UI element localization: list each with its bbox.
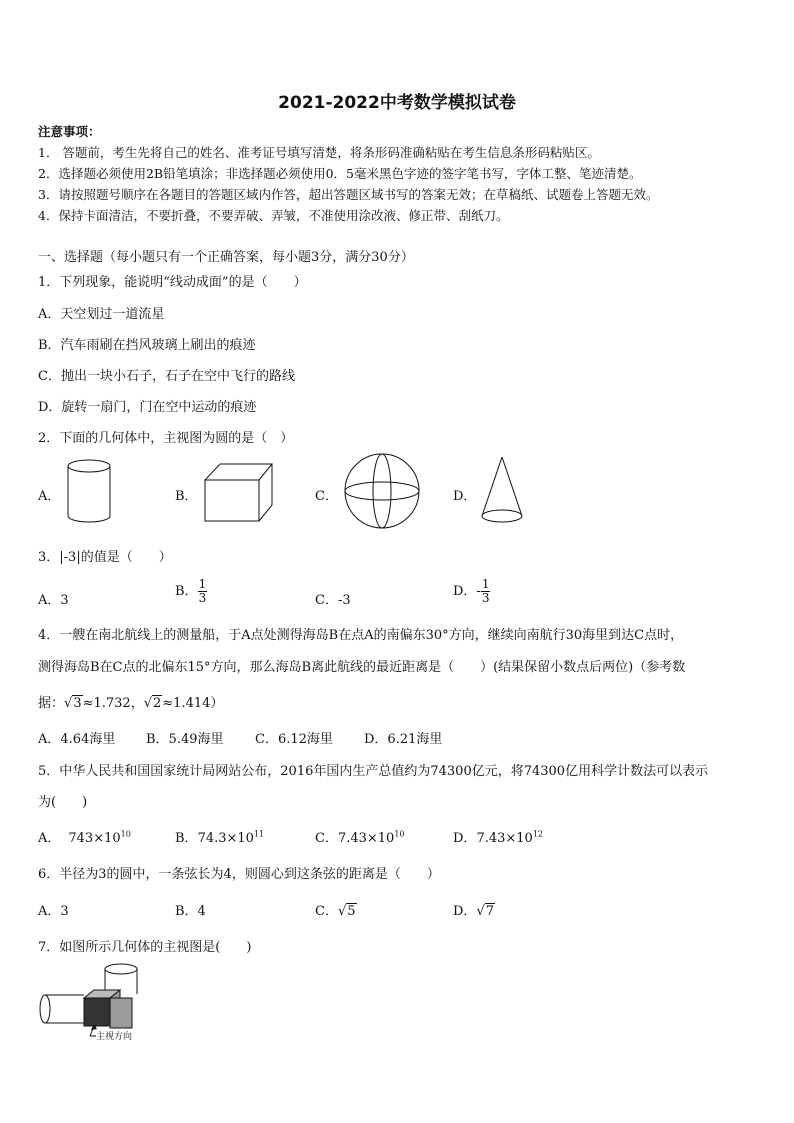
q5-option-d bbox=[453, 827, 543, 846]
cylinder-figure bbox=[62, 456, 116, 526]
sqrt-3-radicand: 3 bbox=[73, 696, 82, 711]
notes-heading: 注意事项： bbox=[38, 124, 101, 139]
q5-option-b bbox=[175, 827, 264, 846]
sqrt-7-radicand: 7 bbox=[485, 904, 495, 919]
q5-option-a bbox=[38, 827, 131, 846]
view-direction-label: 主视方向 bbox=[96, 1032, 133, 1042]
q4-option-b: B．5.49海里 bbox=[146, 732, 224, 747]
q5-d-exponent: 12 bbox=[532, 829, 544, 839]
q5-b-base: 74.3×10 bbox=[197, 831, 254, 846]
q3-d-denominator: 3 bbox=[481, 591, 490, 605]
q6-option-d bbox=[453, 900, 495, 919]
q5-a-base: 743×10 bbox=[68, 831, 121, 846]
sqrt-3: √3 bbox=[64, 696, 82, 711]
q6-stem: 6．半径为3的圆中，一条弦长为4，则圆心到这条弦的距离是（ ） bbox=[38, 867, 440, 882]
q3-option-d bbox=[453, 578, 490, 605]
sqrt-5: √5 bbox=[337, 904, 356, 919]
q4-option-d: D．6.21海里 bbox=[364, 732, 443, 747]
q3-option-d-label: D．- bbox=[453, 584, 481, 599]
sqrt-2: √2 bbox=[143, 696, 162, 711]
q3-b-numerator: 1 bbox=[198, 577, 207, 591]
q5-option-c bbox=[315, 827, 405, 846]
q1-option-c: C．抛出一块小石子，石子在空中飞行的路线 bbox=[38, 369, 295, 384]
q5-line-1: 5．中华人民共和国国家统计局网站公布，2016年国内生产总值约为74300亿元，将74300亿用科学计数法可以表示 bbox=[38, 764, 709, 779]
page-title: 2021-2022中考数学模拟试卷 bbox=[278, 93, 516, 113]
q5-b-label: B． bbox=[175, 831, 198, 846]
sqrt-5-radicand: 5 bbox=[347, 904, 356, 919]
q5-c-label: C． bbox=[315, 831, 338, 846]
q6-option-c bbox=[315, 900, 357, 919]
q3-option-c: C．-3 bbox=[315, 593, 351, 608]
q1-option-a: A．天空划过一道流星 bbox=[38, 307, 165, 322]
note-item-3: 3．请按照题号顺序在各题目的答题区域内作答，超出答题区域书写的答案无效；在草稿纸、试题卷上答题无效。 bbox=[38, 187, 659, 202]
q2-label-b: B． bbox=[175, 489, 198, 504]
q7-stem: 7．如图所示几何体的主视图是( ) bbox=[38, 940, 252, 955]
q6-c-label: C． bbox=[315, 904, 338, 919]
q1-option-b: B．汽车雨刷在挡风玻璃上刷出的痕迹 bbox=[38, 338, 256, 353]
note-item-4: 4．保持卡面清洁，不要折叠，不要弄破、弄皱，不准使用涂改液、修正带、刮纸刀。 bbox=[38, 208, 509, 223]
q3-b-denominator: 3 bbox=[198, 591, 207, 605]
q5-c-base: 7.43×10 bbox=[337, 831, 395, 846]
q3-option-a: A．3 bbox=[38, 593, 69, 608]
q3-option-b-fraction bbox=[198, 578, 208, 605]
sphere-figure bbox=[340, 452, 424, 530]
note-item-1: 1． 答题前，考生先将自己的姓名、准考证号填写清楚，将条形码准确粘贴在考生信息条形码粘贴区。 bbox=[38, 145, 600, 160]
q4-ref-value-2: ≈1.414） bbox=[162, 696, 224, 711]
q3-option-d-fraction bbox=[481, 578, 491, 605]
q4-ref-prefix: 据： bbox=[38, 696, 65, 711]
cube-figure bbox=[200, 460, 276, 526]
q5-line-2: 为( ) bbox=[38, 795, 88, 810]
q4-line-3 bbox=[38, 692, 223, 711]
sqrt-2-radicand: 2 bbox=[153, 696, 162, 711]
q4-option-a: A．4.64海里 bbox=[38, 732, 116, 747]
q2-label-a: A． bbox=[38, 489, 61, 504]
section-heading: 一、选择题（每小题只有一个正确答案，每小题3分，满分30分） bbox=[38, 250, 414, 265]
q6-option-a: A．3 bbox=[38, 904, 69, 919]
q4-line-2: 测得海岛B在C点的北偏东15°方向，那么海岛B离此航线的最近距离是（ ）(结果保留小数点后两位)（参考数 bbox=[38, 660, 686, 675]
q3-option-b bbox=[175, 578, 207, 605]
note-item-2: 2．选择题必须使用2B铅笔填涂；非选择题必须使用0．5毫米黑色字迹的签字笔书写，字体工整、笔迹清楚。 bbox=[38, 166, 642, 181]
cone-figure bbox=[478, 454, 526, 528]
q2-label-d: D． bbox=[453, 489, 477, 504]
q3-stem: 3．|-3|的值是（ ） bbox=[38, 550, 172, 565]
q4-ref-value-1: ≈1.732， bbox=[82, 696, 144, 711]
q3-option-b-label: B． bbox=[175, 584, 198, 599]
q5-a-exponent: 10 bbox=[120, 829, 131, 839]
q4-option-c: C．6.12海里 bbox=[255, 732, 333, 747]
q1-option-d: D．旋转一扇门，门在空中运动的痕迹 bbox=[38, 400, 257, 415]
q1-stem: 1．下列现象，能说明“线动成面”的是（ ） bbox=[38, 275, 307, 290]
q5-d-base: 7.43×10 bbox=[476, 831, 533, 846]
q2-label-c: C． bbox=[315, 489, 338, 504]
q5-b-exponent: 11 bbox=[253, 829, 265, 839]
q5-c-exponent: 10 bbox=[394, 829, 405, 839]
q5-a-label: A． bbox=[38, 831, 61, 846]
q5-d-label: D． bbox=[453, 831, 477, 846]
q6-d-label: D． bbox=[453, 904, 477, 919]
q6-option-b: B．4 bbox=[175, 904, 206, 919]
sqrt-7: √7 bbox=[476, 904, 495, 919]
q2-stem: 2．下面的几何体中，主视图为圆的是（ ） bbox=[38, 431, 294, 446]
q4-line-1: 4．一艘在南北航线上的测量船，于A点处测得海岛B在点A的南偏东30°方向，继续向南航行30海里到达C点时， bbox=[38, 628, 684, 643]
q3-d-numerator: 1 bbox=[481, 577, 490, 591]
